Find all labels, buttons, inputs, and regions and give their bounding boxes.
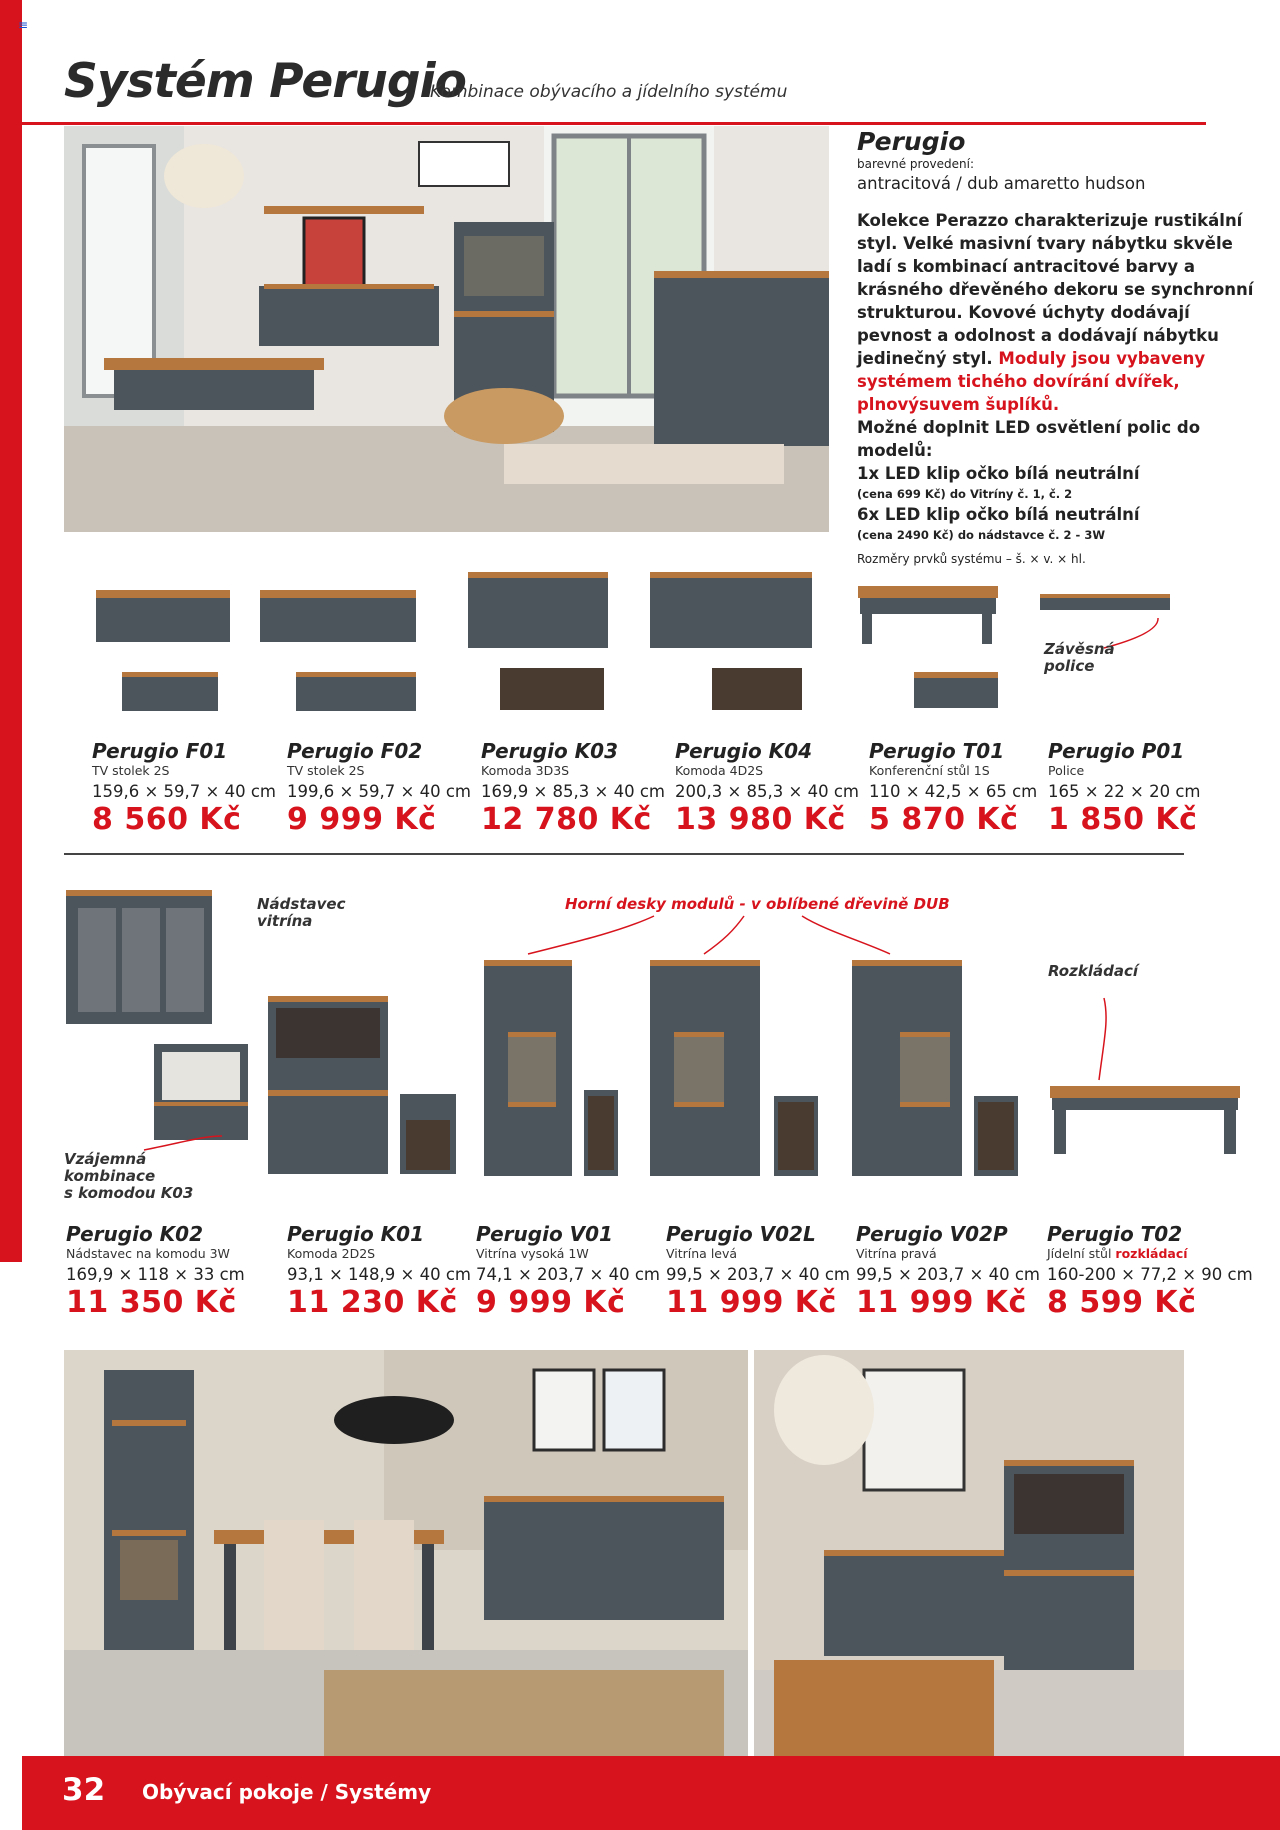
- dining-table-t02-image: [1050, 1086, 1240, 1154]
- annotation-oak-tops: Horní desky modulů - v oblíbené dřevině DUB: [565, 895, 950, 913]
- product-desc: TV stolek 2S: [92, 763, 170, 778]
- product-price: 5 870 Kč: [869, 802, 1019, 837]
- product-p01: [1048, 739, 1238, 837]
- product-desc-main: Jídelní stůl: [1047, 1246, 1112, 1261]
- product-k02: [66, 1222, 256, 1320]
- product-dims: 74,1 × 203,7 × 40 cm: [476, 1265, 660, 1284]
- product-desc: [1047, 1246, 1237, 1262]
- product-dims: 169,9 × 118 × 33 cm: [66, 1265, 245, 1284]
- product-price: 8 560 Kč: [92, 802, 242, 837]
- sideboard-k04-image: [650, 572, 812, 710]
- product-name: Perugio F02: [287, 739, 423, 763]
- vitrine-v01-image: [484, 960, 618, 1176]
- arrow-to-t02: [1099, 998, 1106, 1080]
- sideboard-k03-image: [468, 572, 608, 710]
- product-desc: Komoda 3D3S: [481, 763, 570, 778]
- color-label: barevné provedení:: [857, 157, 975, 171]
- product-price: 11 999 Kč: [666, 1285, 837, 1320]
- product-desc: TV stolek 2S: [287, 763, 365, 778]
- product-name: Perugio T02: [1047, 1222, 1183, 1246]
- tv-stand-f02-image: [260, 590, 416, 711]
- product-desc: Konferenční stůl 1S: [869, 763, 990, 778]
- page-footer: [22, 1756, 1280, 1830]
- description-highlight: Moduly jsou vybaveny systémem tichého dovírání dvířek, plnovýsuvem šuplíků.: [857, 349, 1206, 414]
- furniture-row-1: [64, 560, 1184, 720]
- left-accent-bar: [0, 0, 22, 1262]
- furniture-row-2: [64, 880, 1244, 1220]
- product-dims: 93,1 × 148,9 × 40 cm: [287, 1265, 471, 1284]
- product-name: Perugio K02: [66, 1222, 203, 1246]
- wall-shelf-p01-image: [1040, 594, 1170, 610]
- product-price: 1 850 Kč: [1048, 802, 1198, 837]
- product-desc: Vitrína levá: [666, 1246, 738, 1261]
- title-divider: [22, 122, 1206, 125]
- product-desc: Vitrína pravá: [856, 1246, 937, 1261]
- living-room-photo-2: [754, 1350, 1184, 1756]
- product-price: 9 999 Kč: [476, 1285, 626, 1320]
- product-price: 13 980 Kč: [675, 802, 846, 837]
- product-name: Perugio P01: [1048, 739, 1185, 763]
- section-divider: [64, 853, 1184, 855]
- tv-stand-f01-image: [96, 590, 230, 711]
- product-name: Perugio V01: [476, 1222, 613, 1246]
- product-name: Perugio K01: [287, 1222, 424, 1246]
- product-price: 11 350 Kč: [66, 1285, 237, 1320]
- product-f01: [92, 739, 282, 837]
- dimensions-note: Rozměry prvků systému – š. × v. × hl.: [857, 552, 1086, 566]
- description-main: Kolekce Perazzo charakterizuje rustikální styl. Velké masivní tvary nábytku skvěle ladí s kombinací antracitové barvy a krásného dřevěného dekoru se synchronní strukturou. Kovové úchyty dodávají pevnost a odolnost a dodávají nábytku jedinečný styl.: [857, 211, 1254, 368]
- led-option-1-note: (cena 699 Kč) do Vitríny č. 1, č. 2: [857, 487, 1073, 501]
- product-desc: Komoda 2D2S: [287, 1246, 376, 1261]
- product-k03: [481, 739, 671, 837]
- product-name: Perugio T01: [869, 739, 1005, 763]
- annotation-combination: Vzájemná kombinace s komodou K03: [64, 1150, 194, 1202]
- product-name: Perugio F01: [92, 739, 228, 763]
- sideboard-k01-image: [268, 996, 456, 1174]
- annotation-hutch: Nádstavec vitrína: [257, 895, 346, 930]
- product-price: 11 999 Kč: [856, 1285, 1027, 1320]
- product-v02p: [856, 1222, 1046, 1320]
- product-t01: [869, 739, 1059, 837]
- product-name: Perugio K04: [675, 739, 812, 763]
- product-v01: [476, 1222, 666, 1320]
- product-desc: Komoda 4D2S: [675, 763, 764, 778]
- coffee-table-t01-image: [858, 586, 998, 708]
- product-k04: [675, 739, 865, 837]
- product-v02l: [666, 1222, 856, 1320]
- product-name: Perugio K03: [481, 739, 618, 763]
- product-desc-highlight: rozkládací: [1115, 1246, 1188, 1261]
- hero-living-room-photo: [64, 126, 829, 532]
- product-price: 11 230 Kč: [287, 1285, 458, 1320]
- product-price: 9 999 Kč: [287, 802, 437, 837]
- product-dims: 99,5 × 203,7 × 40 cm: [666, 1265, 850, 1284]
- hutch-k02-image: [66, 890, 248, 1140]
- arrow-to-v02p: [802, 916, 890, 954]
- annotation-extendable: Rozkládací: [1048, 962, 1138, 980]
- led-option-1: 1x LED klip očko bílá neutrální: [857, 464, 1140, 483]
- product-dims: 169,9 × 85,3 × 40 cm: [481, 782, 665, 801]
- page-number: 32: [62, 1772, 106, 1808]
- product-desc: Vitrína vysoká 1W: [476, 1246, 589, 1261]
- product-f02: [287, 739, 477, 837]
- info-title: Perugio: [857, 127, 966, 156]
- product-dims: 110 × 42,5 × 65 cm: [869, 782, 1038, 801]
- product-dims: 160-200 × 77,2 × 90 cm: [1047, 1265, 1253, 1284]
- description: [857, 209, 1257, 416]
- arrow-to-v01: [528, 916, 654, 954]
- menu-icon[interactable]: ≡: [18, 18, 29, 32]
- product-k01: [287, 1222, 477, 1320]
- product-dims: 199,6 × 59,7 × 40 cm: [287, 782, 471, 801]
- product-name: Perugio V02L: [666, 1222, 816, 1246]
- color-value: antracitová / dub amaretto hudson: [857, 174, 1146, 193]
- product-price: 12 780 Kč: [481, 802, 652, 837]
- annotation-wall-shelf: Závěsná police: [1044, 640, 1115, 675]
- vitrine-v02l-image: [650, 960, 818, 1176]
- product-dims: 200,3 × 85,3 × 40 cm: [675, 782, 859, 801]
- product-desc: Nádstavec na komodu 3W: [66, 1246, 230, 1261]
- page-title: Systém Perugio: [64, 54, 466, 109]
- product-desc: Police: [1048, 763, 1085, 778]
- led-option-2: 6x LED klip očko bílá neutrální: [857, 505, 1140, 524]
- product-t02: [1047, 1222, 1253, 1320]
- dining-room-photo: [64, 1350, 748, 1756]
- page-subtitle: Kombinace obývacího a jídelního systému: [430, 82, 788, 102]
- arrow-to-v02l: [704, 916, 744, 954]
- led-option-2-note: (cena 2490 Kč) do nádstavce č. 2 - 3W: [857, 528, 1106, 542]
- product-dims: 99,5 × 203,7 × 40 cm: [856, 1265, 1040, 1284]
- product-name: Perugio V02P: [856, 1222, 1008, 1246]
- product-price: 8 599 Kč: [1047, 1285, 1197, 1320]
- product-dims: 159,6 × 59,7 × 40 cm: [92, 782, 276, 801]
- led-intro: Možné doplnit LED osvětlení polic do modelů:: [857, 418, 1201, 460]
- vitrine-v02p-image: [852, 960, 1018, 1176]
- product-dims: 165 × 22 × 20 cm: [1048, 782, 1201, 801]
- product-info: [857, 127, 1257, 567]
- section-name: Obývací pokoje / Systémy: [142, 1780, 432, 1804]
